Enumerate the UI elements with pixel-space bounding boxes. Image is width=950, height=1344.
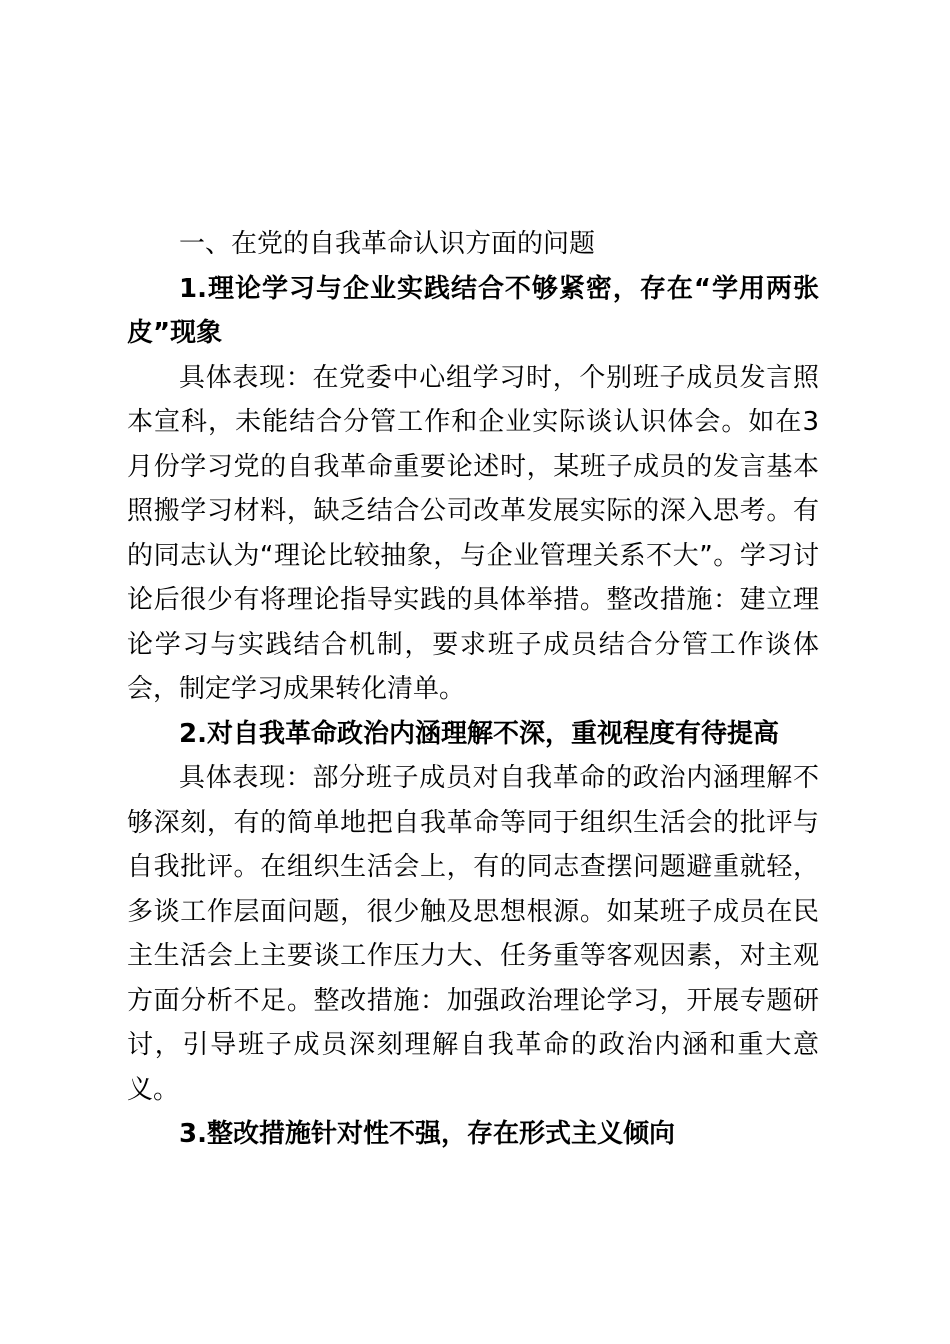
issue-heading-2: 2.对自我革命政治内涵理解不深，重视程度有待提高 bbox=[179, 718, 779, 749]
section-title: 一、在党的自我革命认识方面的问题 bbox=[179, 229, 596, 259]
issue-body-2: 具体表现：部分班子成员对自我革命的政治内涵理解不够深刻，有的简单地把自我革命等同于组织生活会的批评与自我批评。在组织生活会上，有的同志查摆问题避重就轻，多谈工作层面问题，很少触及思想根源。如某班子成员在民主生活会上主要谈工作压力大、任务重等客观因素，对主观方面分析不足。整改措施：加强政治理论学习，开展专题研讨，引导班子成员深刻理解自我革命的政治内涵和重大意义。 bbox=[127, 763, 819, 1105]
issue-body-1: 具体表现：在党委中心组学习时，个别班子成员发言照本宣科，未能结合分管工作和企业实际谈认识体会。如在3月份学习党的自我革命重要论述时，某班子成员的发言基本照搬学习材料，缺乏结合公司改革发展实际的深入思考。有的同志认为“理论比较抽象，与企业管理关系不大”。学习讨论后很少有将理论指导实践的具体举措。整改措施：建立理论学习与实践结合机制，要求班子成员结合分管工作谈体会，制定学习成果转化清单。 bbox=[127, 362, 819, 704]
issue-heading-1: 1.理论学习与企业实践结合不够紧密，存在“学用两张皮”现象 bbox=[127, 273, 819, 348]
issue-heading-3: 3.整改措施针对性不强，存在形式主义倾向 bbox=[179, 1119, 675, 1149]
document-page bbox=[127, 222, 819, 1157]
